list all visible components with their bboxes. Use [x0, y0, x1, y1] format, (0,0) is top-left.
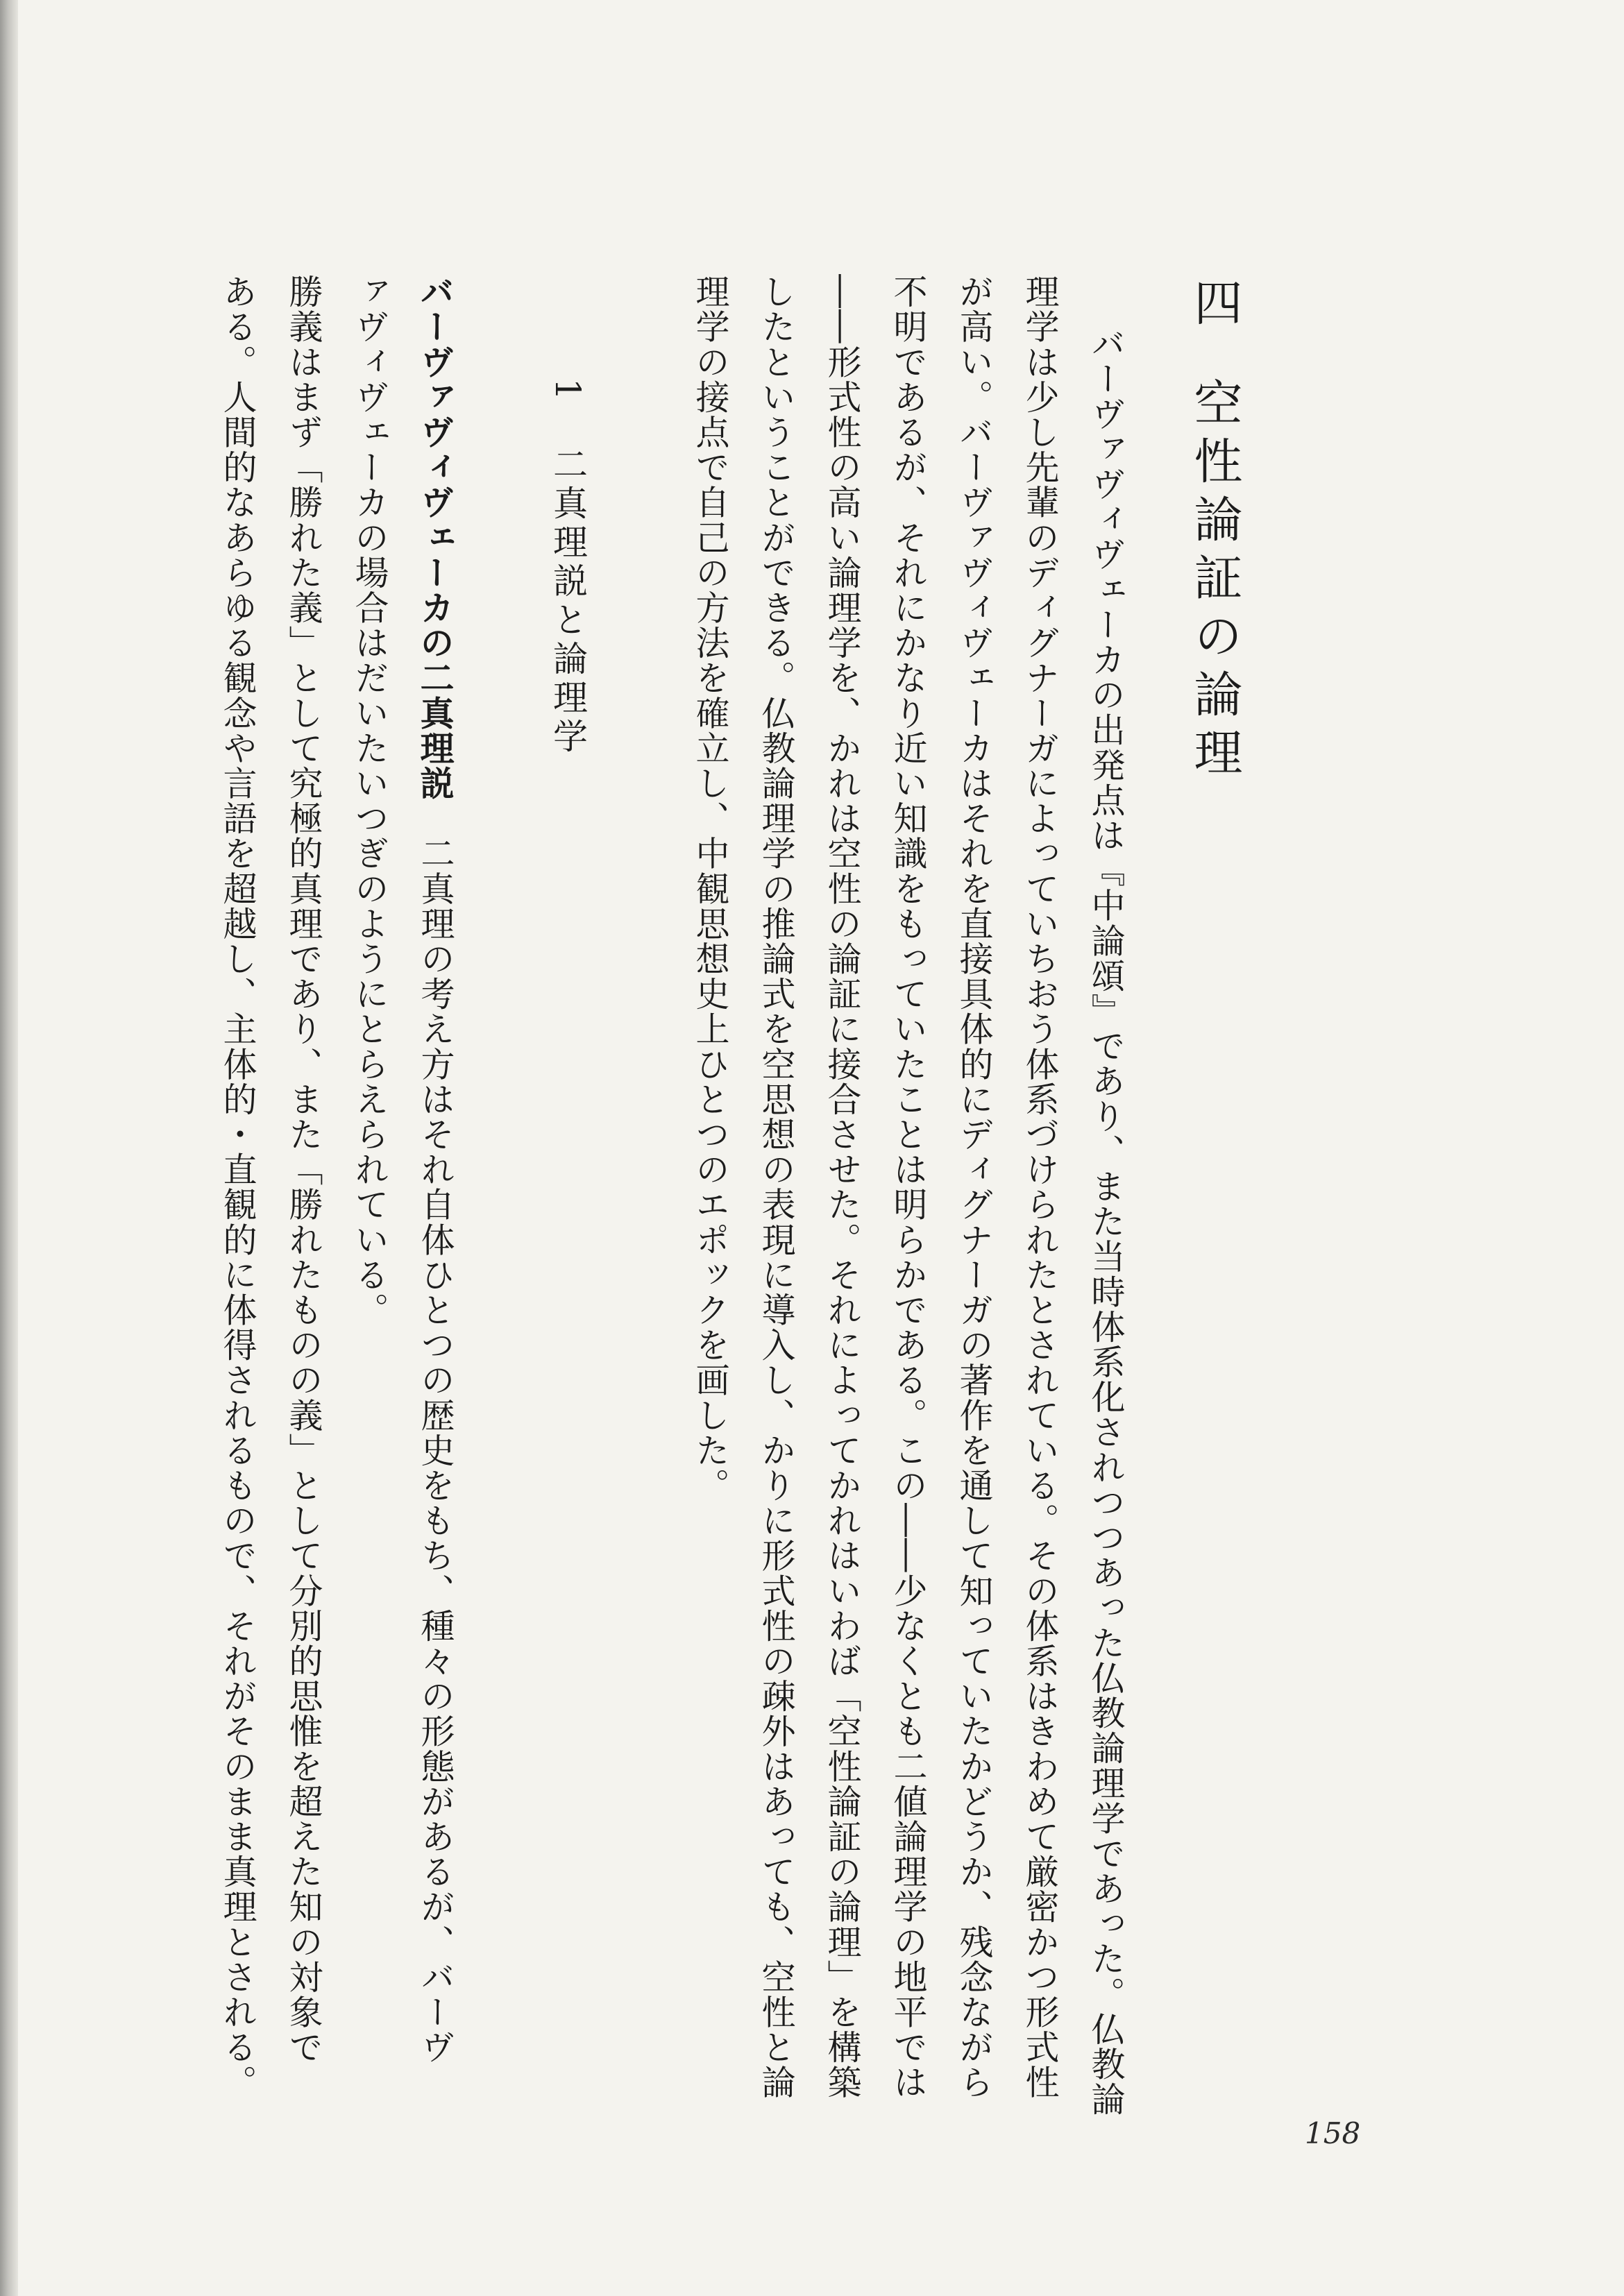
subsection-title: 二真理説と論理学: [548, 445, 588, 757]
run-in-heading: バーヴァヴィヴェーカの二真理説: [415, 274, 455, 801]
section-number: 四: [1186, 278, 1243, 336]
paragraph1-line-7: 理学の接点で自己の方法を確立し、中観思想史上ひとつのエポックを画した。: [691, 274, 730, 1503]
section-title: 空性論証の論理: [1186, 377, 1243, 785]
paragraph1-line-5: ――形式性の高い論理学を、かれは空性の論証に接合させた。それによってかれはいわば「空性論証の論理」を構築: [822, 274, 862, 2100]
paragraph1-line-1: バーヴァヴィヴェーカの出発点は『中論頌』であり、また当時体系化されつつあった仏教論理学であった。仏教論: [1086, 326, 1126, 2117]
page-number: 158: [1305, 2116, 1361, 2150]
subsection-heading: [543, 378, 593, 757]
paragraph2-line-3: 勝義はまず「勝れた義」として究極的真理であり、また「勝れたものの義」として分別的思惟を超えた知の対象で: [284, 274, 323, 2065]
book-binding-edge: [0, 0, 18, 2296]
paragraph2-line-1: [411, 274, 459, 2065]
paragraph2-line-4: ある。人間的なあらゆる観念や言語を超越し、主体的・直観的に体得されるもので、それがそのまま真理とされる。: [218, 274, 257, 2100]
paragraph1-line-6: したということができる。仏教論理学の推論式を空思想の表現に導入し、かりに形式性の疎外はあっても、空性と論: [756, 274, 796, 2100]
paragraph1-line-3: が高い。バーヴァヴィヴェーカはそれを直接具体的にディグナーガの著作を通して知っていたかどうか、残念ながら: [954, 274, 994, 2100]
paragraph2-line-1-text: 二真理の考え方はそれ自体ひとつの歴史をもち、種々の形態があるが、バーヴ: [416, 801, 455, 2065]
paragraph1-line-4: 不明であるが、それにかなり近い知識をもっていたことは明らかである。この――少なくとも二値論理学の地平では: [888, 274, 928, 2100]
paragraph1-line-2: 理学は少し先輩のディグナーガによっていちおう体系づけられたとされている。その体系はきわめて厳密かつ形式性: [1020, 274, 1060, 2100]
paragraph2-line-2: ァヴィヴェーカの場合はだいたいつぎのようにとらえられている。: [350, 274, 389, 1327]
section-heading: [1180, 278, 1250, 785]
subsection-number: 1: [548, 378, 588, 405]
